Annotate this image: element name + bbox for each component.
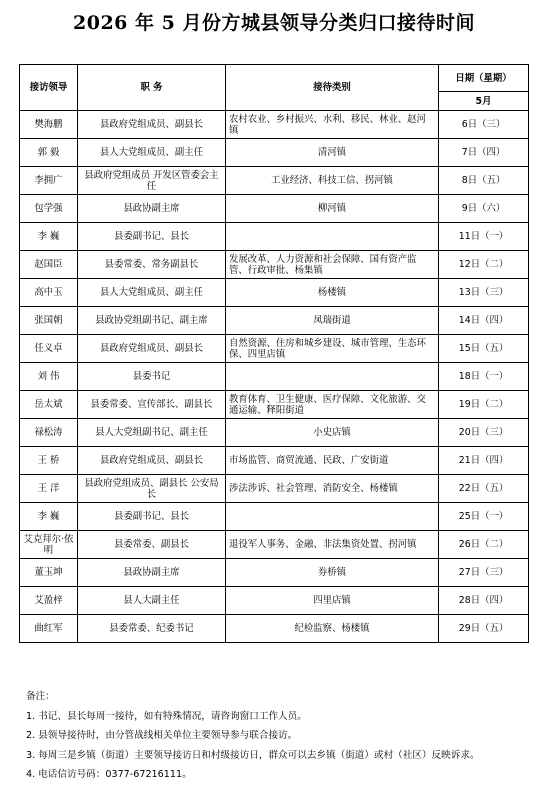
date-cell: 21日（四） [439, 447, 529, 475]
table-row [20, 251, 529, 279]
date-cell: 27日（三） [439, 559, 529, 587]
category-cell: 市场监管、商贸流通、民政、广安街道 [226, 447, 439, 475]
position-cell: 县政府党组成员、副县长 [78, 111, 226, 139]
category-cell: 工业经济、科技工信、拐河镇 [226, 167, 439, 195]
header-position: 职 务 [78, 65, 226, 111]
leader-name-cell: 艾克拜尔·依明 [20, 531, 78, 559]
table-row [20, 587, 529, 615]
category-cell: 券桥镇 [226, 559, 439, 587]
category-cell: 四里店镇 [226, 587, 439, 615]
category-cell: 小史店镇 [226, 419, 439, 447]
category-cell: 清河镇 [226, 139, 439, 167]
position-cell: 县政协副主席 [78, 559, 226, 587]
category-cell: 自然资源、住房和城乡建设、城市管理、生态环保、四里店镇 [226, 335, 439, 363]
table-row [20, 419, 529, 447]
date-cell: 14日（四） [439, 307, 529, 335]
date-cell: 19日（二） [439, 391, 529, 419]
leader-name-cell: 刘 伟 [20, 363, 78, 391]
position-cell: 县委书记 [78, 363, 226, 391]
date-cell: 7日（四） [439, 139, 529, 167]
table-row [20, 559, 529, 587]
date-cell: 12日（二） [439, 251, 529, 279]
table-row [20, 391, 529, 419]
leader-name-cell: 任义卓 [20, 335, 78, 363]
header-category: 接待类别 [226, 65, 439, 111]
reception-schedule-table [19, 64, 529, 643]
header-date: 日期（星期） [439, 65, 529, 92]
leader-name-cell: 岳太斌 [20, 391, 78, 419]
leader-name-cell: 高中玉 [20, 279, 78, 307]
note-item: 2. 县领导接待时，由分管战线相关单位主要领导参与联合接访。 [26, 730, 298, 741]
table-row [20, 167, 529, 195]
date-cell: 18日（一） [439, 363, 529, 391]
category-cell: 涉法涉诉、社会管理、消防安全、杨楼镇 [226, 475, 439, 503]
position-cell: 县政府党组成员、副县长 [78, 335, 226, 363]
position-cell: 县人大党组成员、副主任 [78, 139, 226, 167]
leader-name-cell: 郭 毅 [20, 139, 78, 167]
position-cell: 县人大党组成员、副主任 [78, 279, 226, 307]
position-cell: 县人大党组副书记、副主任 [78, 419, 226, 447]
category-cell: 杨楼镇 [226, 279, 439, 307]
position-cell: 县政府党组成员 开发区管委会主任 [78, 167, 226, 195]
leader-name-cell: 禄松涛 [20, 419, 78, 447]
table-row [20, 279, 529, 307]
table-row [20, 475, 529, 503]
category-cell: 发展改革、人力资源和社会保障、国有资产监管、行政审批、杨集镇 [226, 251, 439, 279]
category-cell: 退役军人事务、金融、非法集资处置、拐河镇 [226, 531, 439, 559]
date-cell: 28日（四） [439, 587, 529, 615]
table-row [20, 195, 529, 223]
date-cell: 26日（二） [439, 531, 529, 559]
date-cell: 8日（五） [439, 167, 529, 195]
category-cell: 凤瑞街道 [226, 307, 439, 335]
table-row [20, 615, 529, 643]
note-item: 3. 每周三是乡镇（街道）主要领导接访日和村级接访日，群众可以去乡镇（街道）或村（社区）反映诉求。 [26, 749, 480, 761]
date-cell: 29日（五） [439, 615, 529, 643]
note-item: 4. 电话信访号码：0377-67216111。 [26, 769, 192, 780]
leader-name-cell: 包学强 [20, 195, 78, 223]
category-cell: 教育体育、卫生健康、医疗保障、文化旅游、交通运输、释阳街道 [226, 391, 439, 419]
position-cell: 县委常委、副县长 [78, 531, 226, 559]
position-cell: 县政协党组副书记、副主席 [78, 307, 226, 335]
date-cell: 15日（五） [439, 335, 529, 363]
position-cell: 县人大副主任 [78, 587, 226, 615]
leader-name-cell: 艾盈梓 [20, 587, 78, 615]
leader-name-cell: 李拥广 [20, 167, 78, 195]
date-cell: 11日（一） [439, 223, 529, 251]
category-cell: 柳河镇 [226, 195, 439, 223]
table-row [20, 111, 529, 139]
position-cell: 县政协副主席 [78, 195, 226, 223]
category-cell: 农村农业、乡村振兴、水利、移民、林业、赵河镇 [226, 111, 439, 139]
position-cell: 县政府党组成员、副县长 [78, 447, 226, 475]
date-cell: 25日（一） [439, 503, 529, 531]
leader-name-cell: 赵国臣 [20, 251, 78, 279]
leader-name-cell: 曲红军 [20, 615, 78, 643]
leader-name-cell: 张国朝 [20, 307, 78, 335]
position-cell: 县委副书记、县长 [78, 223, 226, 251]
position-cell: 县委常委、纪委书记 [78, 615, 226, 643]
category-cell [226, 503, 439, 531]
table-row [20, 307, 529, 335]
table-row [20, 335, 529, 363]
leader-name-cell: 王 洋 [20, 475, 78, 503]
leader-name-cell: 李 巍 [20, 503, 78, 531]
position-cell: 县委常委、宣传部长、副县长 [78, 391, 226, 419]
category-cell [226, 223, 439, 251]
table-row [20, 447, 529, 475]
leader-name-cell: 董玉坤 [20, 559, 78, 587]
leader-name-cell: 樊海鹏 [20, 111, 78, 139]
date-cell: 9日（六） [439, 195, 529, 223]
table-row [20, 531, 529, 559]
table-row [20, 139, 529, 167]
notes-heading: 备注： [26, 691, 55, 702]
position-cell: 县委常委、常务副县长 [78, 251, 226, 279]
position-cell: 县政府党组成员、副县长 公安局长 [78, 475, 226, 503]
table-row [20, 363, 529, 391]
category-cell: 纪检监察、杨楼镇 [226, 615, 439, 643]
leader-name-cell: 王 桥 [20, 447, 78, 475]
date-cell: 22日（五） [439, 475, 529, 503]
date-cell: 6日（三） [439, 111, 529, 139]
notes-section [26, 687, 541, 785]
category-cell [226, 363, 439, 391]
date-cell: 20日（三） [439, 419, 529, 447]
table-row [20, 223, 529, 251]
table-row [20, 503, 529, 531]
header-leader: 接访领导 [20, 65, 78, 111]
page-title: 2026 年 5 月份方城县领导分类归口接待时间 [73, 12, 475, 34]
header-month: 5月 [439, 92, 529, 111]
date-cell: 13日（三） [439, 279, 529, 307]
note-item: 1. 书记、县长每周一接待，如有特殊情况，请咨询窗口工作人员。 [26, 710, 307, 722]
position-cell: 县委副书记、县长 [78, 503, 226, 531]
leader-name-cell: 李 巍 [20, 223, 78, 251]
